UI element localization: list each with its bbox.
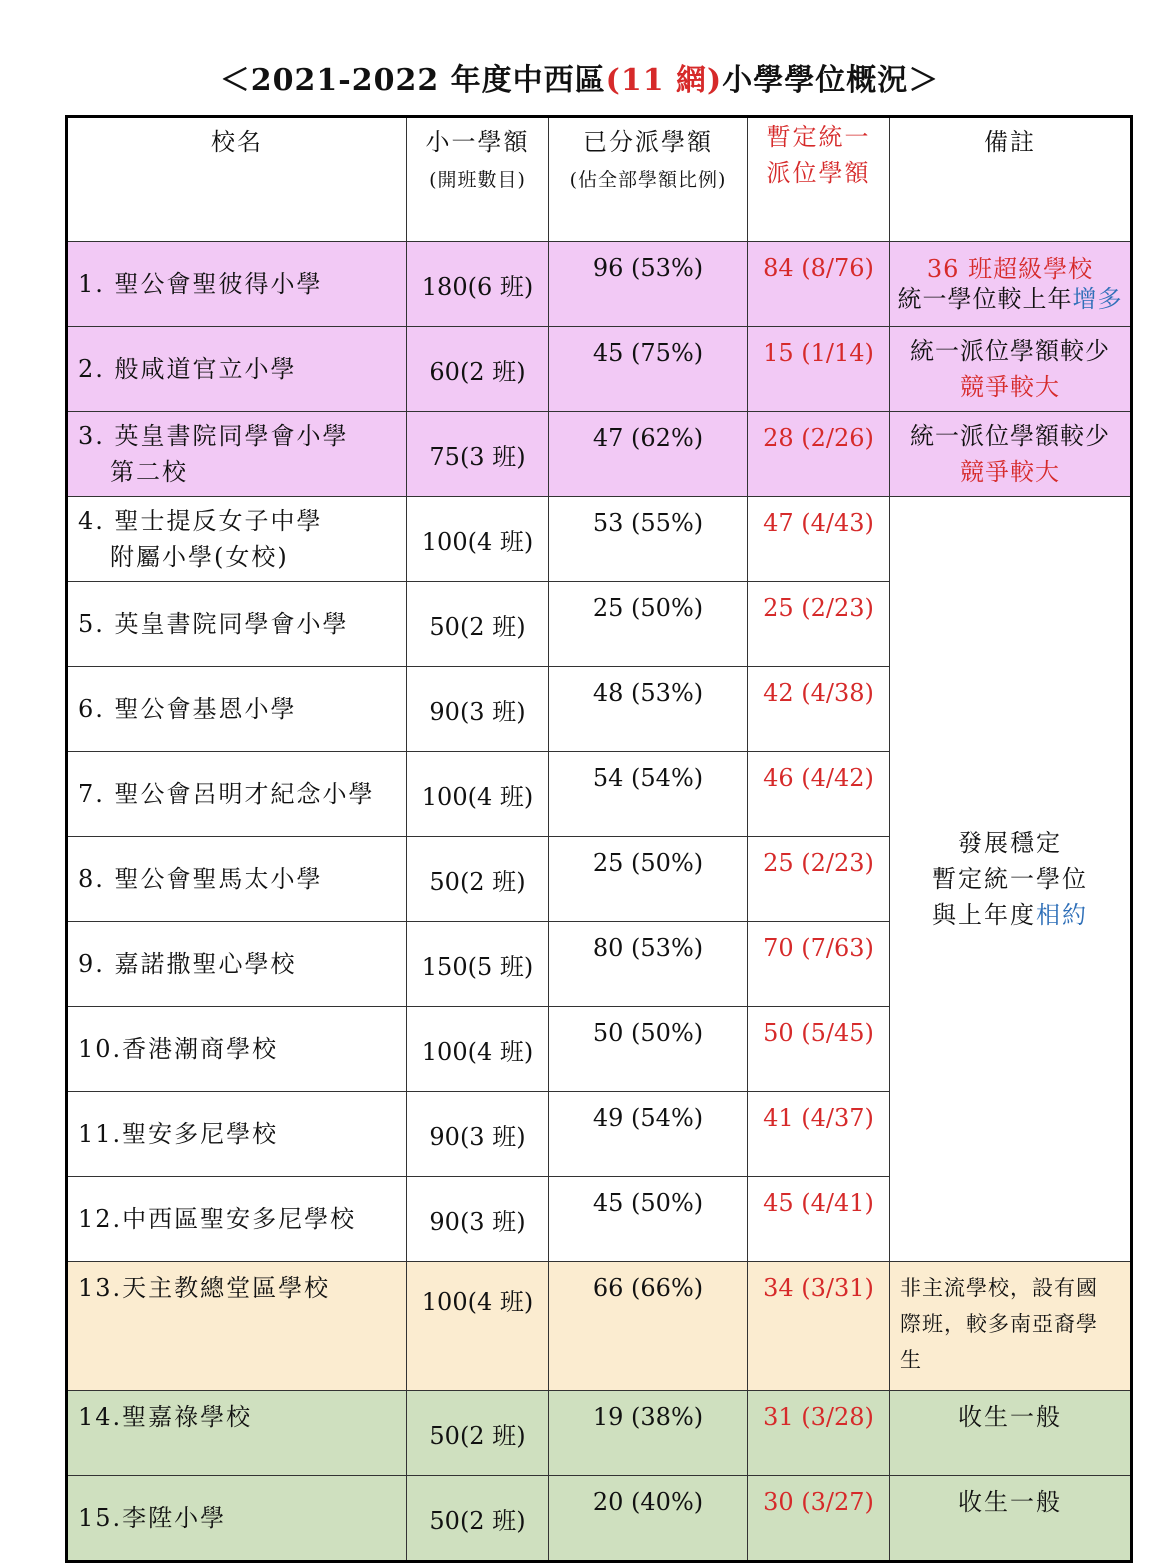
allocated-places: 53 (55%) xyxy=(549,497,748,582)
central-places: 34 (3/31) xyxy=(748,1262,890,1391)
school-name: 5. 英皇書院同學會小學 xyxy=(67,582,407,667)
school-name: 2. 般咸道官立小學 xyxy=(67,327,407,412)
school-name: 12.中西區聖安多尼學校 xyxy=(67,1177,407,1262)
school-places-table xyxy=(65,115,1133,1563)
central-places: 50 (5/45) xyxy=(748,1007,890,1092)
header-central: 暫定統一 派位學額 xyxy=(748,117,890,242)
school-name: 10.香港潮商學校 xyxy=(67,1007,407,1092)
remark: 收生一般 xyxy=(890,1391,1132,1476)
p1-quota: 100(4 班) xyxy=(407,752,549,837)
school-name: 6. 聖公會基恩小學 xyxy=(67,667,407,752)
allocated-places: 54 (54%) xyxy=(549,752,748,837)
header-p1-quota: 小一學額 (開班數目) xyxy=(407,117,549,242)
p1-quota: 50(2 班) xyxy=(407,837,549,922)
allocated-places: 19 (38%) xyxy=(549,1391,748,1476)
p1-quota: 50(2 班) xyxy=(407,1391,549,1476)
header-remarks: 備註 xyxy=(890,117,1132,242)
school-name: 13.天主教總堂區學校 xyxy=(67,1262,407,1391)
title-suffix: 小學學位概況＞ xyxy=(722,63,940,98)
header-name: 校名 xyxy=(67,117,407,242)
allocated-places: 20 (40%) xyxy=(549,1476,748,1562)
allocated-places: 80 (53%) xyxy=(549,922,748,1007)
table-row xyxy=(67,242,1132,327)
central-places: 41 (4/37) xyxy=(748,1092,890,1177)
allocated-places: 45 (50%) xyxy=(549,1177,748,1262)
p1-quota: 50(2 班) xyxy=(407,582,549,667)
p1-quota: 75(3 班) xyxy=(407,412,549,497)
p1-quota: 90(3 班) xyxy=(407,1177,549,1262)
remark: 統一派位學額較少 競爭較大 xyxy=(890,412,1132,497)
remark: 收生一般 xyxy=(890,1476,1132,1562)
remark: 36 班超級學校 統一學位較上年增多 xyxy=(890,242,1132,327)
school-name: 4. 聖士提反女子中學 附屬小學(女校) xyxy=(67,497,407,582)
allocated-places: 45 (75%) xyxy=(549,327,748,412)
school-name: 15.李陞小學 xyxy=(67,1476,407,1562)
p1-quota: 90(3 班) xyxy=(407,667,549,752)
school-name: 8. 聖公會聖馬太小學 xyxy=(67,837,407,922)
p1-quota: 100(4 班) xyxy=(407,497,549,582)
central-places: 45 (4/41) xyxy=(748,1177,890,1262)
central-places: 47 (4/43) xyxy=(748,497,890,582)
p1-quota: 100(4 班) xyxy=(407,1007,549,1092)
allocated-places: 47 (62%) xyxy=(549,412,748,497)
central-places: 28 (2/26) xyxy=(748,412,890,497)
allocated-places: 66 (66%) xyxy=(549,1262,748,1391)
school-name: 9. 嘉諾撒聖心學校 xyxy=(67,922,407,1007)
p1-quota: 180(6 班) xyxy=(407,242,549,327)
p1-quota: 100(4 班) xyxy=(407,1262,549,1391)
allocated-places: 96 (53%) xyxy=(549,242,748,327)
central-places: 25 (2/23) xyxy=(748,837,890,922)
school-name: 11.聖安多尼學校 xyxy=(67,1092,407,1177)
central-places: 30 (3/27) xyxy=(748,1476,890,1562)
remark: 非主流學校，設有國 際班，較多南亞裔學 生 xyxy=(890,1262,1132,1391)
remark: 統一派位學額較少 競爭較大 xyxy=(890,327,1132,412)
table-row xyxy=(67,1262,1132,1391)
header-allocated: 已分派學額 (佔全部學額比例) xyxy=(549,117,748,242)
table-row xyxy=(67,497,1132,582)
central-places: 42 (4/38) xyxy=(748,667,890,752)
p1-quota: 90(3 班) xyxy=(407,1092,549,1177)
table-row xyxy=(67,1476,1132,1562)
central-places: 84 (8/76) xyxy=(748,242,890,327)
title-prefix: ＜2021-2022 年度中西區 xyxy=(219,63,606,98)
allocated-places: 49 (54%) xyxy=(549,1092,748,1177)
table-row xyxy=(67,327,1132,412)
table-row xyxy=(67,1391,1132,1476)
school-name: 3. 英皇書院同學會小學 第二校 xyxy=(67,412,407,497)
allocated-places: 50 (50%) xyxy=(549,1007,748,1092)
allocated-places: 48 (53%) xyxy=(549,667,748,752)
table-row xyxy=(67,412,1132,497)
school-name: 14.聖嘉祿學校 xyxy=(67,1391,407,1476)
central-places: 70 (7/63) xyxy=(748,922,890,1007)
p1-quota: 60(2 班) xyxy=(407,327,549,412)
allocated-places: 25 (50%) xyxy=(549,837,748,922)
allocated-places: 25 (50%) xyxy=(549,582,748,667)
p1-quota: 150(5 班) xyxy=(407,922,549,1007)
central-places: 31 (3/28) xyxy=(748,1391,890,1476)
school-name: 1. 聖公會聖彼得小學 xyxy=(67,242,407,327)
p1-quota: 50(2 班) xyxy=(407,1476,549,1562)
central-places: 25 (2/23) xyxy=(748,582,890,667)
page-title xyxy=(0,55,1159,99)
remark-stable: 發展穩定 暫定統一學位 與上年度相約 xyxy=(890,497,1132,1262)
title-net: (11 網) xyxy=(605,63,723,98)
header-row xyxy=(67,117,1132,242)
school-name: 7. 聖公會呂明才紀念小學 xyxy=(67,752,407,837)
central-places: 46 (4/42) xyxy=(748,752,890,837)
central-places: 15 (1/14) xyxy=(748,327,890,412)
